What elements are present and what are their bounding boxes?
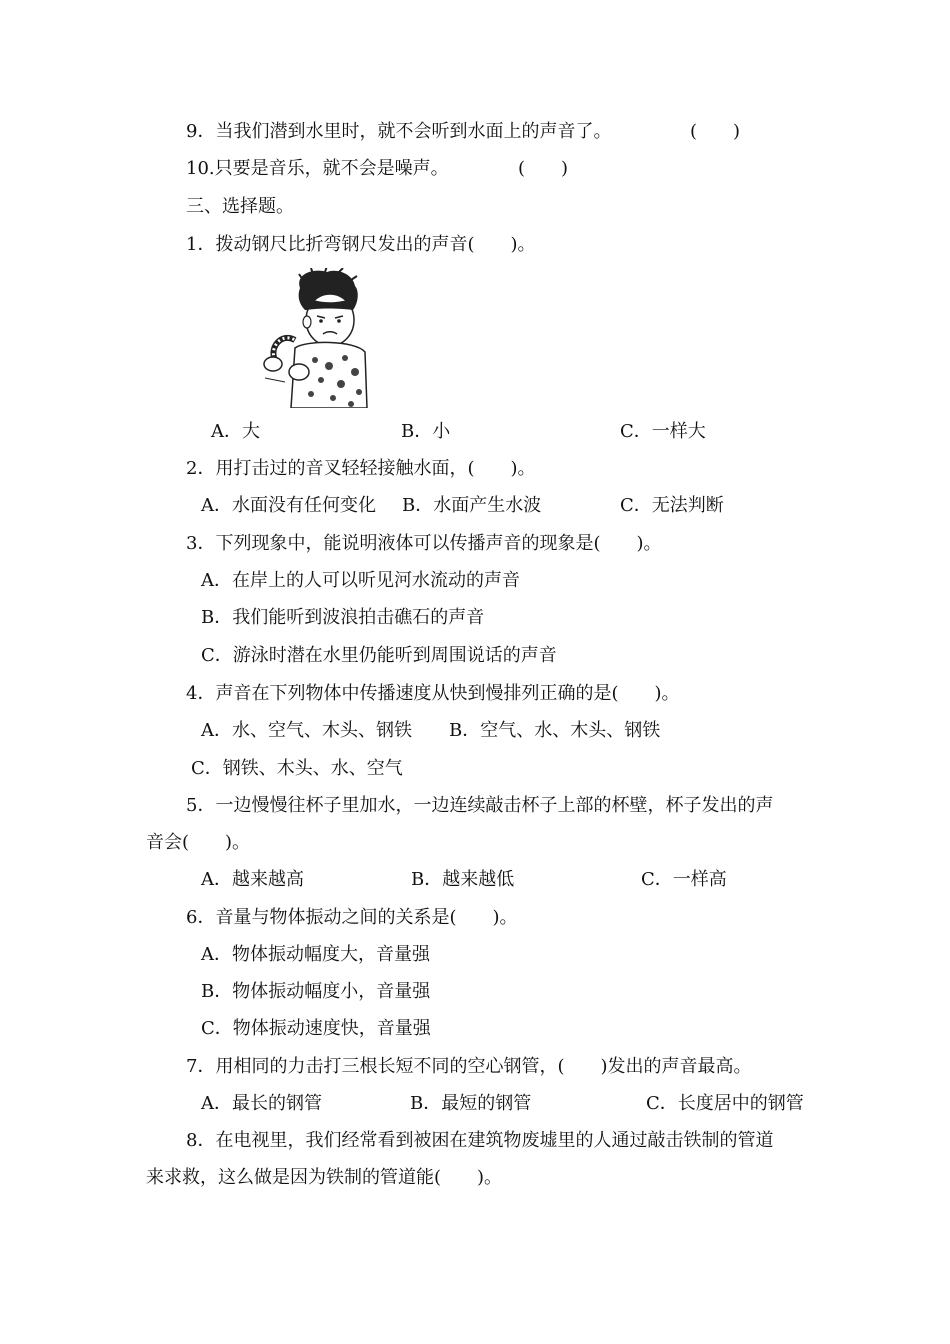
question-8-stem-line1: 8．在电视里，我们经常看到被困在建筑物废墟里的人通过敲击铁制的管道 <box>186 1130 774 1151</box>
question-6-stem: 6．音量与物体振动之间的关系是( )。 <box>186 907 518 928</box>
question-3-stem: 3．下列现象中，能说明液体可以传播声音的现象是( )。 <box>186 533 662 554</box>
question-4-stem: 4．声音在下列物体中传播速度从快到慢排列正确的是( )。 <box>186 683 680 704</box>
question-1-option-c: C．一样大 <box>620 421 706 442</box>
tf-question-9: 9．当我们潜到水里时，就不会听到水面上的声音了。 <box>186 121 612 142</box>
question-4-option-b: B．空气、水、木头、钢铁 <box>449 720 661 741</box>
question-1-stem: 1．拨动钢尺比折弯钢尺发出的声音( )。 <box>186 234 536 255</box>
section-heading: 三、选择题。 <box>186 196 294 217</box>
question-2-option-b: B．水面产生水波 <box>402 495 542 516</box>
question-7-option-b: B．最短的钢管 <box>410 1093 532 1114</box>
question-4-option-c: C．钢铁、木头、水、空气 <box>191 758 403 779</box>
boy-bending-ruler-illustration <box>255 268 370 408</box>
question-1-option-b: B．小 <box>401 421 451 442</box>
question-2-stem: 2．用打击过的音叉轻轻接触水面，( )。 <box>186 458 536 479</box>
question-7-option-a: A．最长的钢管 <box>201 1093 322 1114</box>
question-6-option-a: A．物体振动幅度大，音量强 <box>201 944 430 965</box>
question-2-option-a: A．水面没有任何变化 <box>201 495 376 516</box>
tf-question-10: 10.只要是音乐，就不会是噪声。 <box>186 158 449 179</box>
question-4-option-a: A．水、空气、木头、钢铁 <box>201 720 412 741</box>
question-8-stem-line2: 来求救，这么做是因为铁制的管道能( )。 <box>146 1167 503 1188</box>
question-1-option-a: A．大 <box>211 421 260 442</box>
question-5-option-a: A．越来越高 <box>201 869 304 890</box>
question-6-option-b: B．物体振动幅度小，音量强 <box>201 981 431 1002</box>
question-5-stem-line1: 5．一边慢慢往杯子里加水，一边连续敲击杯子上部的杯壁，杯子发出的声 <box>186 795 774 816</box>
question-3-option-b: B．我们能听到波浪拍击礁石的声音 <box>201 607 485 628</box>
question-5-option-c: C．一样高 <box>641 869 727 890</box>
answer-paren-10: ( ) <box>518 158 569 179</box>
question-5-option-b: B．越来越低 <box>411 869 515 890</box>
question-7-option-c: C．长度居中的钢管 <box>646 1093 804 1114</box>
question-3-option-a: A．在岸上的人可以听见河水流动的声音 <box>201 570 520 591</box>
question-7-stem: 7．用相同的力击打三根长短不同的空心钢管，( )发出的声音最高。 <box>186 1056 752 1077</box>
question-5-stem-line2: 音会( )。 <box>146 832 251 853</box>
answer-paren-9: ( ) <box>690 121 741 142</box>
question-6-option-c: C．物体振动速度快，音量强 <box>201 1018 431 1039</box>
question-2-option-c: C．无法判断 <box>620 495 724 516</box>
question-3-option-c: C．游泳时潜在水里仍能听到周围说话的声音 <box>201 645 557 666</box>
